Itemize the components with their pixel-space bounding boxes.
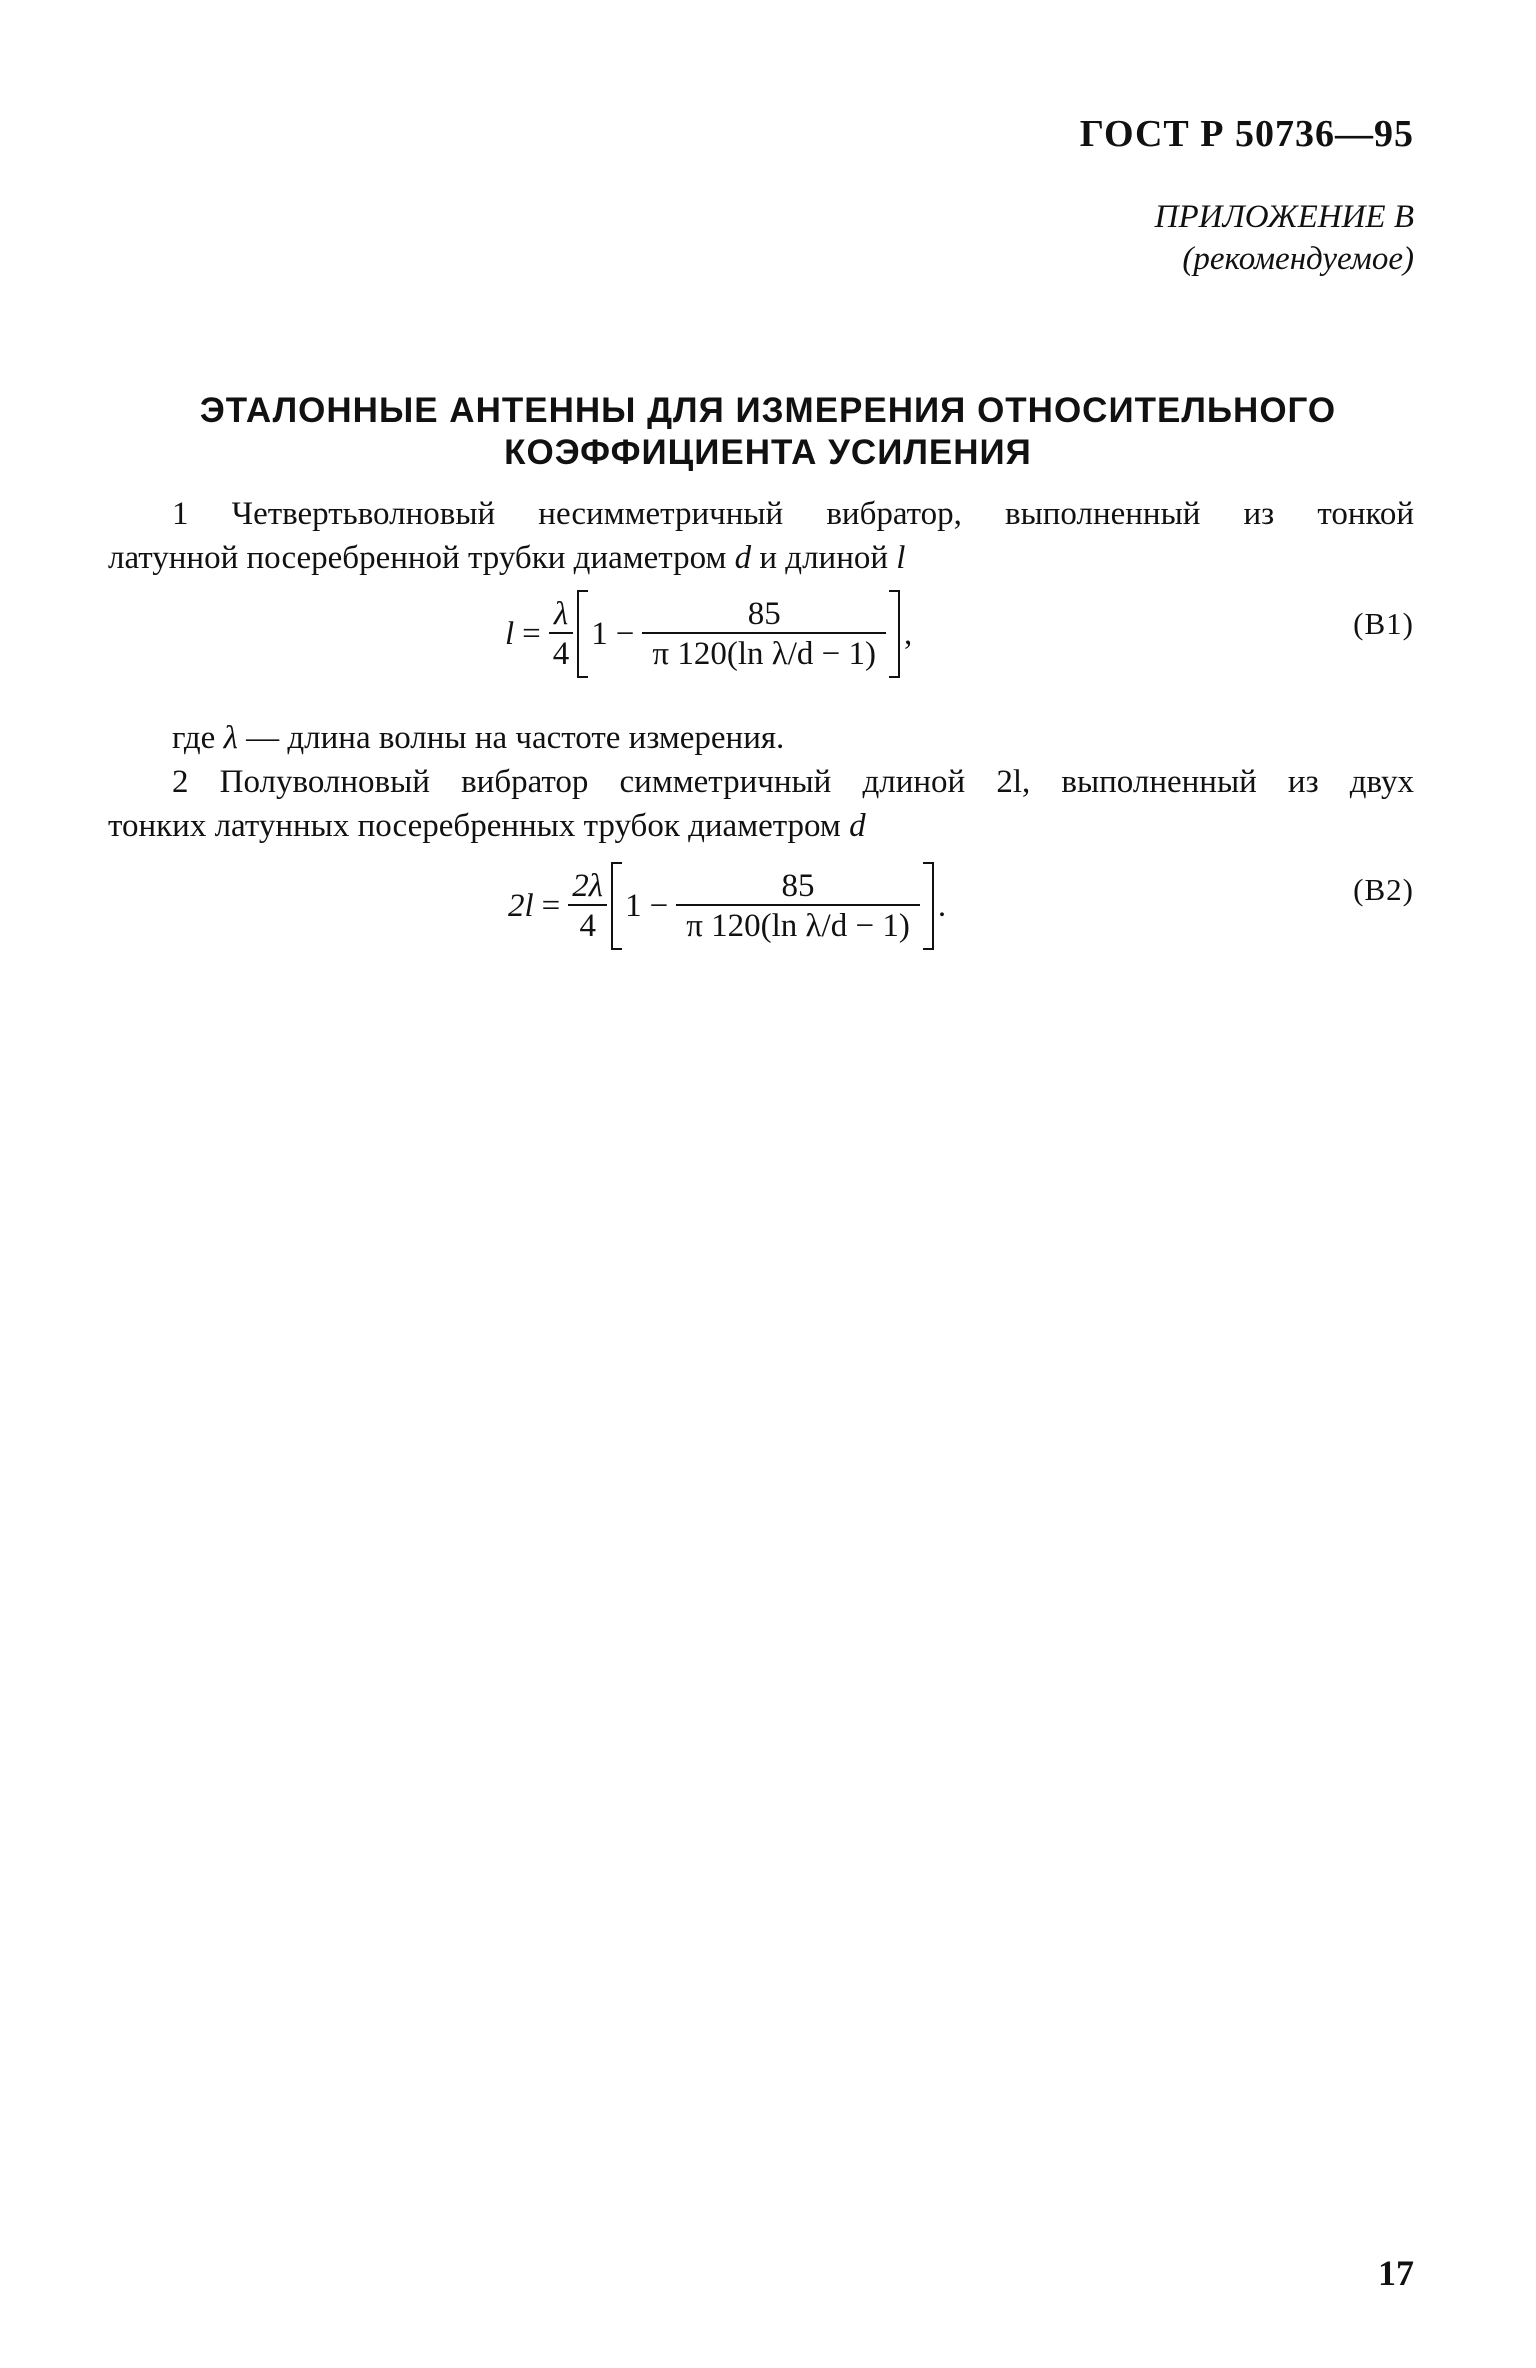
appendix-note: (рекомендуемое) — [1182, 241, 1414, 277]
equation-number-b1: (В1) — [1353, 606, 1414, 641]
formula-lhs: l — [505, 615, 515, 652]
inner-fraction — [676, 868, 920, 944]
paragraph-text: где — [172, 720, 216, 756]
inner-fraction — [642, 596, 886, 672]
fraction-denominator: 4 — [568, 904, 607, 944]
paragraph-half-wave — [108, 760, 1414, 848]
fraction-denominator: 4 — [549, 632, 574, 672]
standard-number: ГОСТ Р 50736—95 — [1079, 113, 1414, 155]
paragraph-half-wave-line-2 — [108, 804, 1414, 848]
paragraph-quarter-wave — [108, 492, 1414, 580]
paragraph-where-line — [108, 716, 1414, 760]
variable-d: d — [849, 808, 866, 844]
variable-l: l — [896, 540, 906, 576]
minus-sign: − — [649, 887, 669, 924]
formula-b2 — [508, 868, 946, 944]
appendix-label — [1155, 196, 1414, 280]
variable-d: d — [734, 540, 752, 576]
paragraph-where — [108, 716, 1414, 760]
inner-numerator: 85 — [781, 868, 815, 904]
paragraph-text: латунной посеребренной трубки диаметром — [108, 540, 727, 576]
fraction-numerator: λ — [553, 596, 569, 632]
appendix-title: ПРИЛОЖЕНИЕ В — [1154, 199, 1414, 235]
paragraph-text: и длиной — [759, 540, 889, 576]
section-title-line-1: ЭТАЛОННЫЕ АНТЕННЫ ДЛЯ ИЗМЕРЕНИЯ ОТНОСИТЕЛЬНОГО — [199, 391, 1337, 430]
section-title — [110, 390, 1426, 474]
inner-denominator: π 120(ln λ/d − 1) — [642, 632, 886, 672]
variable-lambda: λ — [223, 720, 238, 756]
fraction-lambda-over-4 — [549, 596, 574, 672]
fraction-numerator: 2λ — [572, 868, 604, 904]
formula-b1 — [505, 596, 912, 672]
square-bracket-group — [577, 596, 900, 672]
paragraph-quarter-wave-line-2 — [108, 536, 1414, 580]
formula-lhs: 2l — [508, 887, 534, 924]
section-title-line-2: КОЭФФИЦИЕНТА УСИЛЕНИЯ — [504, 433, 1032, 472]
fraction-2lambda-over-4 — [568, 868, 607, 944]
inner-denominator: π 120(ln λ/d − 1) — [676, 904, 920, 944]
equals-sign: = — [522, 615, 541, 652]
equation-number-b2: (В2) — [1353, 872, 1414, 907]
formula-punctuation: . — [937, 887, 947, 924]
formula-punctuation: , — [904, 615, 913, 652]
square-bracket-group — [611, 868, 934, 944]
minus-sign: − — [615, 615, 635, 652]
one: 1 — [591, 615, 608, 652]
one: 1 — [625, 887, 642, 924]
inner-numerator: 85 — [747, 596, 781, 632]
paragraph-half-wave-line-1: 2 Полуволновый вибратор симметричный длиной 2l, выполненный из двух — [172, 764, 1414, 800]
paragraph-text: — длина волны на частоте измерения. — [246, 720, 785, 756]
page-number: 17 — [1378, 2253, 1414, 2293]
equals-sign: = — [541, 887, 561, 924]
paragraph-text: тонких латунных посеребренных трубок диаметром — [108, 808, 841, 844]
paragraph-quarter-wave-line-1: 1 Четвертьволновый несимметричный вибратор, выполненный из тонкой — [172, 496, 1414, 532]
